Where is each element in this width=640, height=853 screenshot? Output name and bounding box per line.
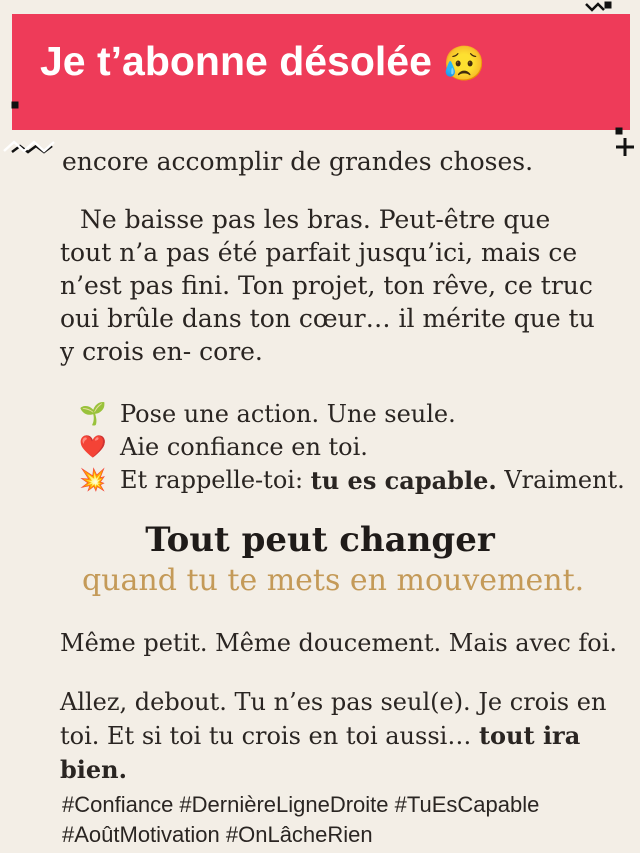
first-line: encore accomplir de grandes choses.: [62, 147, 534, 176]
hashtags: [62, 790, 539, 850]
bullet-text-bold: tu es capable.: [310, 466, 497, 495]
closing-paragraph: [60, 686, 640, 787]
sad-face-icon: 😥: [443, 45, 486, 83]
banner-title: [40, 38, 486, 85]
main-paragraph: [60, 203, 608, 368]
bullet-item: [76, 398, 625, 431]
bullet-text: Pose une action. Une seule.: [120, 400, 456, 428]
spark-icon: 💥: [79, 468, 107, 493]
bullet-text-before: Et rappelle-toi:: [120, 466, 311, 494]
bullet-item: [76, 464, 625, 497]
closing-bold-text: tout ira bien.: [60, 721, 581, 784]
subheading: quand tu te mets en mouvement.: [82, 563, 585, 598]
heading-text: Tout peut changer: [145, 520, 495, 560]
bullet-text-after: Vraiment.: [496, 466, 625, 494]
bullet-text: Aie confiance en toi.: [120, 433, 368, 461]
bullet-list: [76, 398, 625, 497]
main-paragraph-text: Ne baisse pas les bras. Peut-être que tout n’a pas été parfait jusqu’ici, mais ce n’est pas fini. Ton projet, ton rêve, ce truc oui brûle dans ton cœur… il mérite que tu y crois en- core.: [60, 205, 595, 366]
hashtags-line: #Confiance #DernièreLigneDroite #TuEsCapable: [62, 792, 540, 817]
short-line: Même petit. Même doucement. Mais avec foi.: [60, 629, 618, 657]
seedling-icon: 🌱: [79, 402, 107, 427]
banner-title-text: Je t’abonne désolée: [40, 38, 432, 84]
closing-text: Allez, debout. Tu n’es pas seul(e). Je crois en toi. Et si toi tu crois en toi aussi…: [60, 688, 607, 750]
heading: [0, 520, 640, 560]
hashtags-line: #AoûtMotivation #OnLâcheRien: [62, 822, 373, 847]
heart-icon: ❤️: [79, 435, 107, 460]
bullet-item: [76, 431, 625, 464]
